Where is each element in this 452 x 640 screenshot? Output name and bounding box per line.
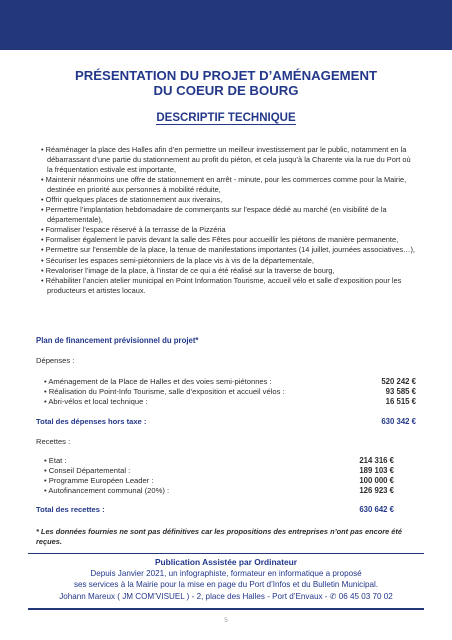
revenues-list xyxy=(44,456,169,496)
header-band xyxy=(0,0,452,50)
revenue-value: 126 923 € xyxy=(359,486,394,495)
expenses-label: Dépenses : xyxy=(36,356,75,365)
financing-title: Plan de financement prévisionnel du projet* xyxy=(36,336,199,345)
expense-item: • Abri-vélos et local technique : xyxy=(44,397,285,407)
footer-box xyxy=(28,553,424,610)
page-number: 5 xyxy=(224,617,228,624)
list-item: • Réhabiliter l’ancien atelier municipal en Point Information Tourisme, accueil vélo et salle d’exposition pour les producteurs et artistes locaux. xyxy=(41,276,416,296)
revenue-item: • Etat : xyxy=(44,456,169,466)
expenses-total-value: 630 342 € xyxy=(381,417,416,426)
footer-line: Depuis Janvier 2021, un infographiste, formateur en informatique a proposé xyxy=(90,569,362,578)
page-title-line1: PRÉSENTATION DU PROJET D’AMÉNAGEMENT xyxy=(74,68,378,83)
revenues-label: Recettes : xyxy=(36,437,71,446)
list-item: • Formaliser également le parvis devant la salle des Fêtes pour accueillir les piétons de manière permanente, xyxy=(41,235,416,245)
revenue-item: • Conseil Départemental : xyxy=(44,466,169,476)
list-item: • Sécuriser les espaces semi-piétonniers de la place vis à vis de la départementale, xyxy=(41,256,416,266)
list-item: • Offrir quelques places de stationnement aux riverains, xyxy=(41,195,416,205)
footer-contact: Johann Mareux ( JM COM’VISUEL ) - 2, place des Halles - Port d’Envaux - ✆ 06 45 03 70 02 xyxy=(59,592,393,601)
page-title-line2: DU COEUR DE BOURG xyxy=(153,83,299,98)
list-item: • Maintenir néanmoins une offre de stationnement en arrêt - minute, pour les commerces comme pour la Mairie, destinée en priorité aux personnes à mobilité réduite, xyxy=(41,175,416,195)
revenue-value: 100 000 € xyxy=(359,476,394,485)
expense-value: 16 515 € xyxy=(385,397,416,406)
disclaimer-note: * Les données fournies ne sont pas définitives car les propositions des entreprises n’ont pas encore été reçues. xyxy=(36,527,402,546)
expense-value: 520 242 € xyxy=(381,377,416,386)
revenue-value: 214 316 € xyxy=(359,456,394,465)
revenues-total-value: 630 642 € xyxy=(359,505,394,514)
expense-item: • Aménagement de la Place de Halles et des voies semi-piétonnes : xyxy=(44,377,285,387)
revenues-total-label: Total des recettes : xyxy=(36,505,105,514)
subtitle-text: DESCRIPTIF TECHNIQUE xyxy=(156,112,296,124)
list-item: • Revaloriser l’image de la place, à l’instar de ce qui a été réalisé sur la traverse de bourg, xyxy=(41,266,416,276)
list-item: • Permettre sur l’ensemble de la place, la tenue de manifestations importantes (14 juillet, journées associatives…), xyxy=(41,245,416,255)
revenue-item: • Autofinancement communal (20%) : xyxy=(44,486,169,496)
footer-line: ses services à la Mairie pour la mise en page du Port d’Infos et du Bulletin Municipal. xyxy=(73,580,379,589)
revenue-item: • Programme Européen Leader : xyxy=(44,476,169,486)
section-subtitle xyxy=(0,112,452,124)
revenue-value: 189 103 € xyxy=(359,466,394,475)
expenses-list xyxy=(44,377,285,407)
list-item: • Formaliser l’espace réservé à la terrasse de la Pizzéria xyxy=(41,225,416,235)
expense-value: 93 585 € xyxy=(385,387,416,396)
list-item: • Permettre l’implantation hebdomadaire de commerçants sur l’espace dédié au marché (en visibilité de la départementale), xyxy=(41,205,416,225)
footer-title: Publication Assistée par Ordinateur xyxy=(154,557,298,567)
list-item: • Réaménager la place des Halles afin d’en permettre un meilleur investissement par le public, notamment en la débarrassant d’une partie du stationnement au profit du piéton, et cela jusqu’à la Charente via la rue du Port où la fréquentation estivale est importante, xyxy=(41,145,416,175)
objectives-list xyxy=(41,145,416,296)
expense-item: • Réalisation du Point-Info Tourisme, salle d’exposition et accueil vélos : xyxy=(44,387,285,397)
expenses-total-label: Total des dépenses hors taxe : xyxy=(36,417,147,426)
